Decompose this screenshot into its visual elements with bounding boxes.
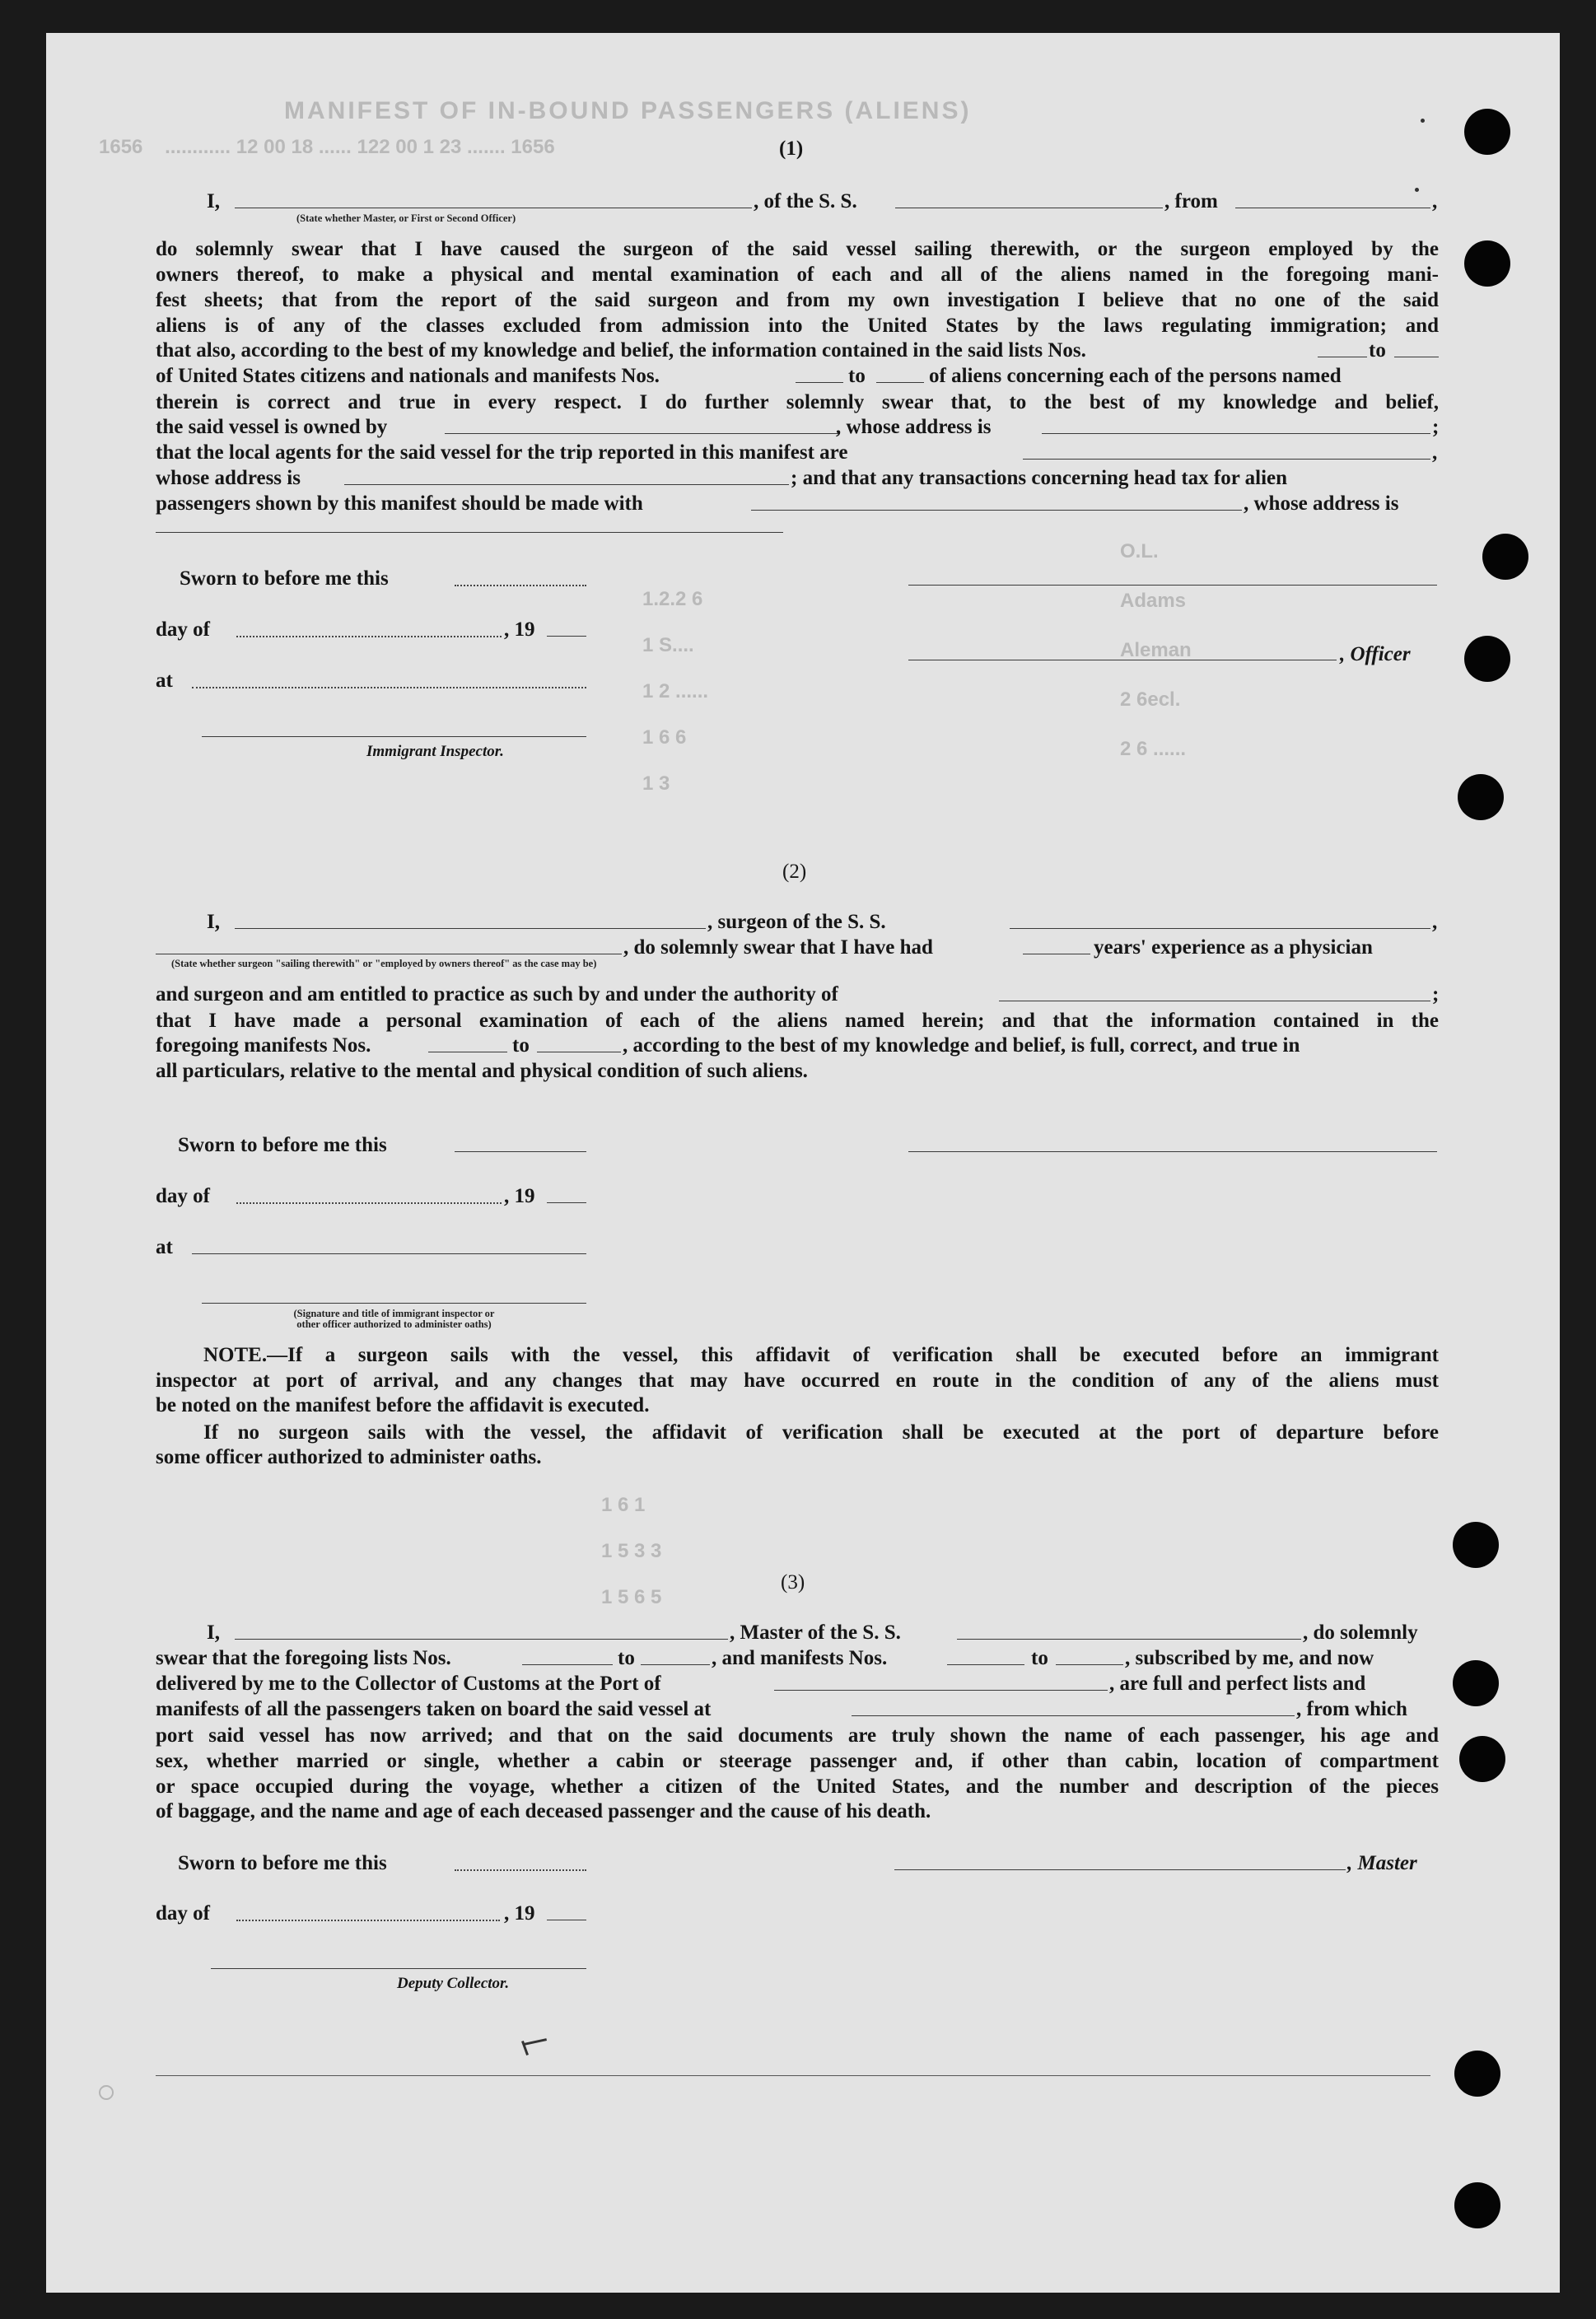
master-signature-field[interactable]: [894, 1869, 1346, 1870]
s2-note-line: NOTE.—If a surgeon sails with the vessel, this affidavit of verification shall be executed before an immigrant: [203, 1344, 1439, 1366]
s2-year-label: , 19: [504, 1185, 535, 1207]
s1-line1-end: ,: [1432, 190, 1438, 212]
s1-text-line: owners thereof, to make a physical and mental examination of each and all of the aliens named in the foregoing mani-: [156, 264, 1439, 286]
punch-hole: [1464, 109, 1510, 155]
punch-hole: [1482, 534, 1528, 580]
s3-manifests-to: to: [1031, 1647, 1048, 1669]
s1-year-label: , 19: [504, 618, 535, 641]
s2-note-line: If no surgeon sails with the vessel, the affidavit of verification shall be executed at the port of departure before: [203, 1421, 1439, 1444]
s2-note-line: inspector at port of arrival, and any changes that may have occurred en route in the condition of any of the aliens must: [156, 1369, 1439, 1392]
s1-lists-to: to: [1369, 339, 1386, 362]
s3-manifests-from-field[interactable]: [947, 1664, 1024, 1665]
s2-experience-label: years' experience as a physician: [1094, 936, 1373, 959]
s1-at-place-field[interactable]: [192, 687, 586, 688]
s1-line12-end: ,: [1432, 441, 1438, 464]
deputy-collector-signature-field[interactable]: [211, 1968, 586, 1969]
bleed-through-column: O.L. Adams Aleman 2 6ecl. 2 6 ......: [1120, 540, 1192, 760]
ink-speck: [1421, 119, 1425, 123]
bottom-rule: [156, 2075, 1430, 2076]
owner-field[interactable]: [445, 433, 840, 434]
s2-authority-label: and surgeon and am entitled to practice as such by and under the authority of: [156, 983, 838, 1006]
s3-year-label: , 19: [504, 1902, 535, 1925]
surgeon-name-field[interactable]: [235, 928, 706, 929]
bleed-through-column-2: 1.2.2 6 1 S.... 1 2 ...... 1 6 6 1 3: [642, 588, 709, 795]
s3-solemnly-label: , do solemnly: [1303, 1621, 1418, 1644]
s1-passengers-label: passengers shown by this manifest should be made with: [156, 492, 643, 515]
s1-line11-end: ;: [1432, 416, 1440, 438]
bleed-through-column-3: 1 6 1 1 5 3 3 1 5 6 5: [601, 1494, 662, 1608]
s3-vessel-name-field[interactable]: [957, 1639, 1301, 1640]
s1-line1-i: I,: [207, 190, 220, 212]
s1-text-line: therein is correct and true in every respect. I do further solemnly swear that, to the best of my knowledge and belief,: [156, 391, 1439, 413]
s2-surgeon-signature-field[interactable]: [908, 1151, 1437, 1152]
s3-manifests-label: , and manifests Nos.: [712, 1647, 888, 1669]
head-tax-address-field[interactable]: [156, 532, 783, 533]
s2-note-line: some officer authorized to administer oaths.: [156, 1446, 542, 1468]
s3-lists-from-field[interactable]: [522, 1664, 613, 1665]
s2-text-line: that I have made a personal examination of each of the aliens named herein; and that the information contained in the: [156, 1010, 1439, 1032]
s2-at-label: at: [156, 1236, 173, 1258]
s3-sworn-label: Sworn to before me this: [178, 1852, 387, 1874]
s2-manifests-to: to: [512, 1034, 530, 1057]
s3-month-field[interactable]: [236, 1920, 500, 1921]
s3-text-line: sex, whether married or single, whether a cabin or steerage passenger and, if other than cabin, location of compartment: [156, 1750, 1439, 1772]
s2-sworn-day-field[interactable]: [455, 1151, 586, 1152]
s1-manifests-tail: of aliens concerning each of the persons named: [929, 365, 1342, 387]
s1-owned-label: the said vessel is owned by: [156, 416, 388, 438]
s3-manifests-to-field[interactable]: [1056, 1664, 1123, 1665]
head-tax-party-field[interactable]: [751, 510, 1242, 511]
s2-inspector-signature-field[interactable]: [202, 1303, 586, 1304]
s3-port-label: delivered by me to the Collector of Customs at the Port of: [156, 1673, 661, 1695]
punch-hole: [1453, 1522, 1499, 1568]
s3-master-of-label: , Master of the S. S.: [730, 1621, 901, 1644]
s2-text-last: all particulars, relative to the mental and physical condition of such aliens.: [156, 1060, 808, 1082]
s1-head-tax-text: ; and that any transactions concerning head tax for alien: [791, 467, 1288, 489]
manifests-to-field[interactable]: [876, 382, 924, 383]
section-3-number: (3): [781, 1571, 805, 1593]
s1-lists-label: that also, according to the best of my knowledge and belief, the information contained in the said lists Nos.: [156, 339, 1086, 362]
s2-manifests-tail: , according to the best of my knowledge and belief, is full, correct, and true in: [623, 1034, 1300, 1057]
owner-address-field[interactable]: [1042, 433, 1430, 434]
s3-taken-on-board-label: manifests of all the passengers taken on board the said vessel at: [156, 1698, 712, 1720]
surgeon-status-caption: (State whether surgeon "sailing therewith" or "employed by owners thereof" as the case may be): [171, 958, 597, 969]
s1-sworn-day-field[interactable]: [455, 585, 586, 586]
s3-lists-label: swear that the foregoing lists Nos.: [156, 1647, 451, 1669]
s2-vessel-name-field[interactable]: [1010, 928, 1430, 929]
s1-officer-signature-field[interactable]: [908, 585, 1437, 586]
punch-hole: [1454, 2051, 1500, 2097]
s1-officer-label: , Officer: [1340, 643, 1411, 665]
s2-at-place-field[interactable]: [192, 1253, 586, 1254]
s3-lists-perfect-label: , are full and perfect lists and: [1109, 1673, 1366, 1695]
s3-master-label: , Master: [1347, 1852, 1417, 1874]
section-1-number: (1): [779, 138, 804, 160]
agent-address-field[interactable]: [344, 484, 789, 485]
s1-month-field[interactable]: [236, 636, 502, 637]
s3-from-which-label: , from which: [1296, 1698, 1407, 1720]
s3-lists-to-field[interactable]: [641, 1664, 710, 1665]
officer-rank-caption: (State whether Master, or First or Second Officer): [296, 212, 516, 224]
s2-signature-caption-2: other officer authorized to administer oaths): [296, 1318, 492, 1330]
customs-port-field[interactable]: [774, 1690, 1108, 1691]
manifests-from-field[interactable]: [796, 382, 843, 383]
punch-hole: [1453, 1660, 1499, 1706]
s1-line1-from-label: , from: [1164, 190, 1218, 212]
small-circle-mark: [99, 2085, 114, 2100]
s2-line1-i: I,: [207, 911, 220, 933]
punch-hole: [1454, 2182, 1500, 2228]
s1-sworn-label: Sworn to before me this: [180, 567, 389, 590]
s3-text-line: port said vessel has now arrived; and that on the said documents are truly shown the name of each passenger, his age and: [156, 1724, 1439, 1747]
s1-manifests-to: to: [848, 365, 866, 387]
s3-line1-i: I,: [207, 1621, 220, 1644]
punch-hole: [1464, 636, 1510, 682]
s1-day-of-label: day of: [156, 618, 210, 641]
s3-text-line: or space occupied during the voyage, whether a citizen of the United States, and the number and description of the pieces: [156, 1775, 1439, 1798]
s1-inspector-caption: Immigrant Inspector.: [366, 743, 504, 760]
s3-subscribed-label: , subscribed by me, and now: [1125, 1647, 1374, 1669]
s1-party-address-label: , whose address is: [1244, 492, 1399, 515]
s3-sworn-day-field[interactable]: [455, 1869, 586, 1871]
s1-agent-address-label: whose address is: [156, 467, 301, 489]
punch-hole: [1459, 1736, 1505, 1782]
s2-foregoing-label: foregoing manifests Nos.: [156, 1034, 371, 1057]
s1-year-field[interactable]: [547, 636, 586, 637]
s2-swear-label: , do solemnly swear that I have had: [623, 936, 933, 959]
s2-year-field[interactable]: [547, 1202, 586, 1203]
s2-line1-end: ,: [1432, 911, 1438, 933]
s1-text-line: fest sheets; that from the report of the said surgeon and from my own investigation I believe that no one of the said: [156, 289, 1439, 311]
s1-manifests-label: of United States citizens and nationals and manifests Nos.: [156, 365, 660, 387]
s2-note-line: be noted on the manifest before the affidavit is executed.: [156, 1394, 650, 1416]
s2-surgeon-of-label: , surgeon of the S. S.: [707, 911, 886, 933]
s1-text-line: do solemnly swear that I have caused the surgeon of the said vessel sailing therewith, or the surgeon employed by the: [156, 238, 1439, 260]
s2-day-of-label: day of: [156, 1185, 210, 1207]
section-2-number: (2): [782, 861, 807, 883]
s1-agents-label: that the local agents for the said vessel for the trip reported in this manifest are: [156, 441, 848, 464]
s1-owner-address-label: , whose address is: [836, 416, 992, 438]
bleed-through-line: 1656 ............ 12 00 18 ...... 122 00 1 23 ....... 1656: [99, 136, 555, 158]
s3-collector-caption: Deputy Collector.: [397, 1975, 510, 1992]
s2-sworn-label: Sworn to before me this: [178, 1134, 387, 1156]
s1-text-line: aliens is of any of the classes excluded from admission into the United States by the laws regulating immigration; and: [156, 315, 1439, 337]
master-name-field[interactable]: [235, 1639, 728, 1640]
s2-month-field[interactable]: [236, 1202, 502, 1204]
s2-line3-end: ;: [1432, 983, 1440, 1006]
s1-inspector-signature-field[interactable]: [202, 736, 586, 737]
embarkation-port-field[interactable]: [852, 1715, 1295, 1716]
punch-hole: [1464, 240, 1510, 287]
s3-lists-to: to: [618, 1647, 635, 1669]
bleed-through-heading: MANIFEST OF IN-BOUND PASSENGERS (ALIENS): [284, 97, 972, 124]
s1-line1-ship-label: , of the S. S.: [754, 190, 857, 212]
s2-signature-caption-1: (Signature and title of immigrant inspector or: [293, 1308, 495, 1319]
s3-day-of-label: day of: [156, 1902, 210, 1925]
agents-field[interactable]: [1023, 459, 1430, 460]
s3-text-line: of baggage, and the name and age of each deceased passenger and the cause of his death.: [156, 1800, 931, 1822]
s1-at-label: at: [156, 670, 173, 692]
punch-hole: [1458, 774, 1504, 820]
ink-speck: [1415, 188, 1419, 192]
